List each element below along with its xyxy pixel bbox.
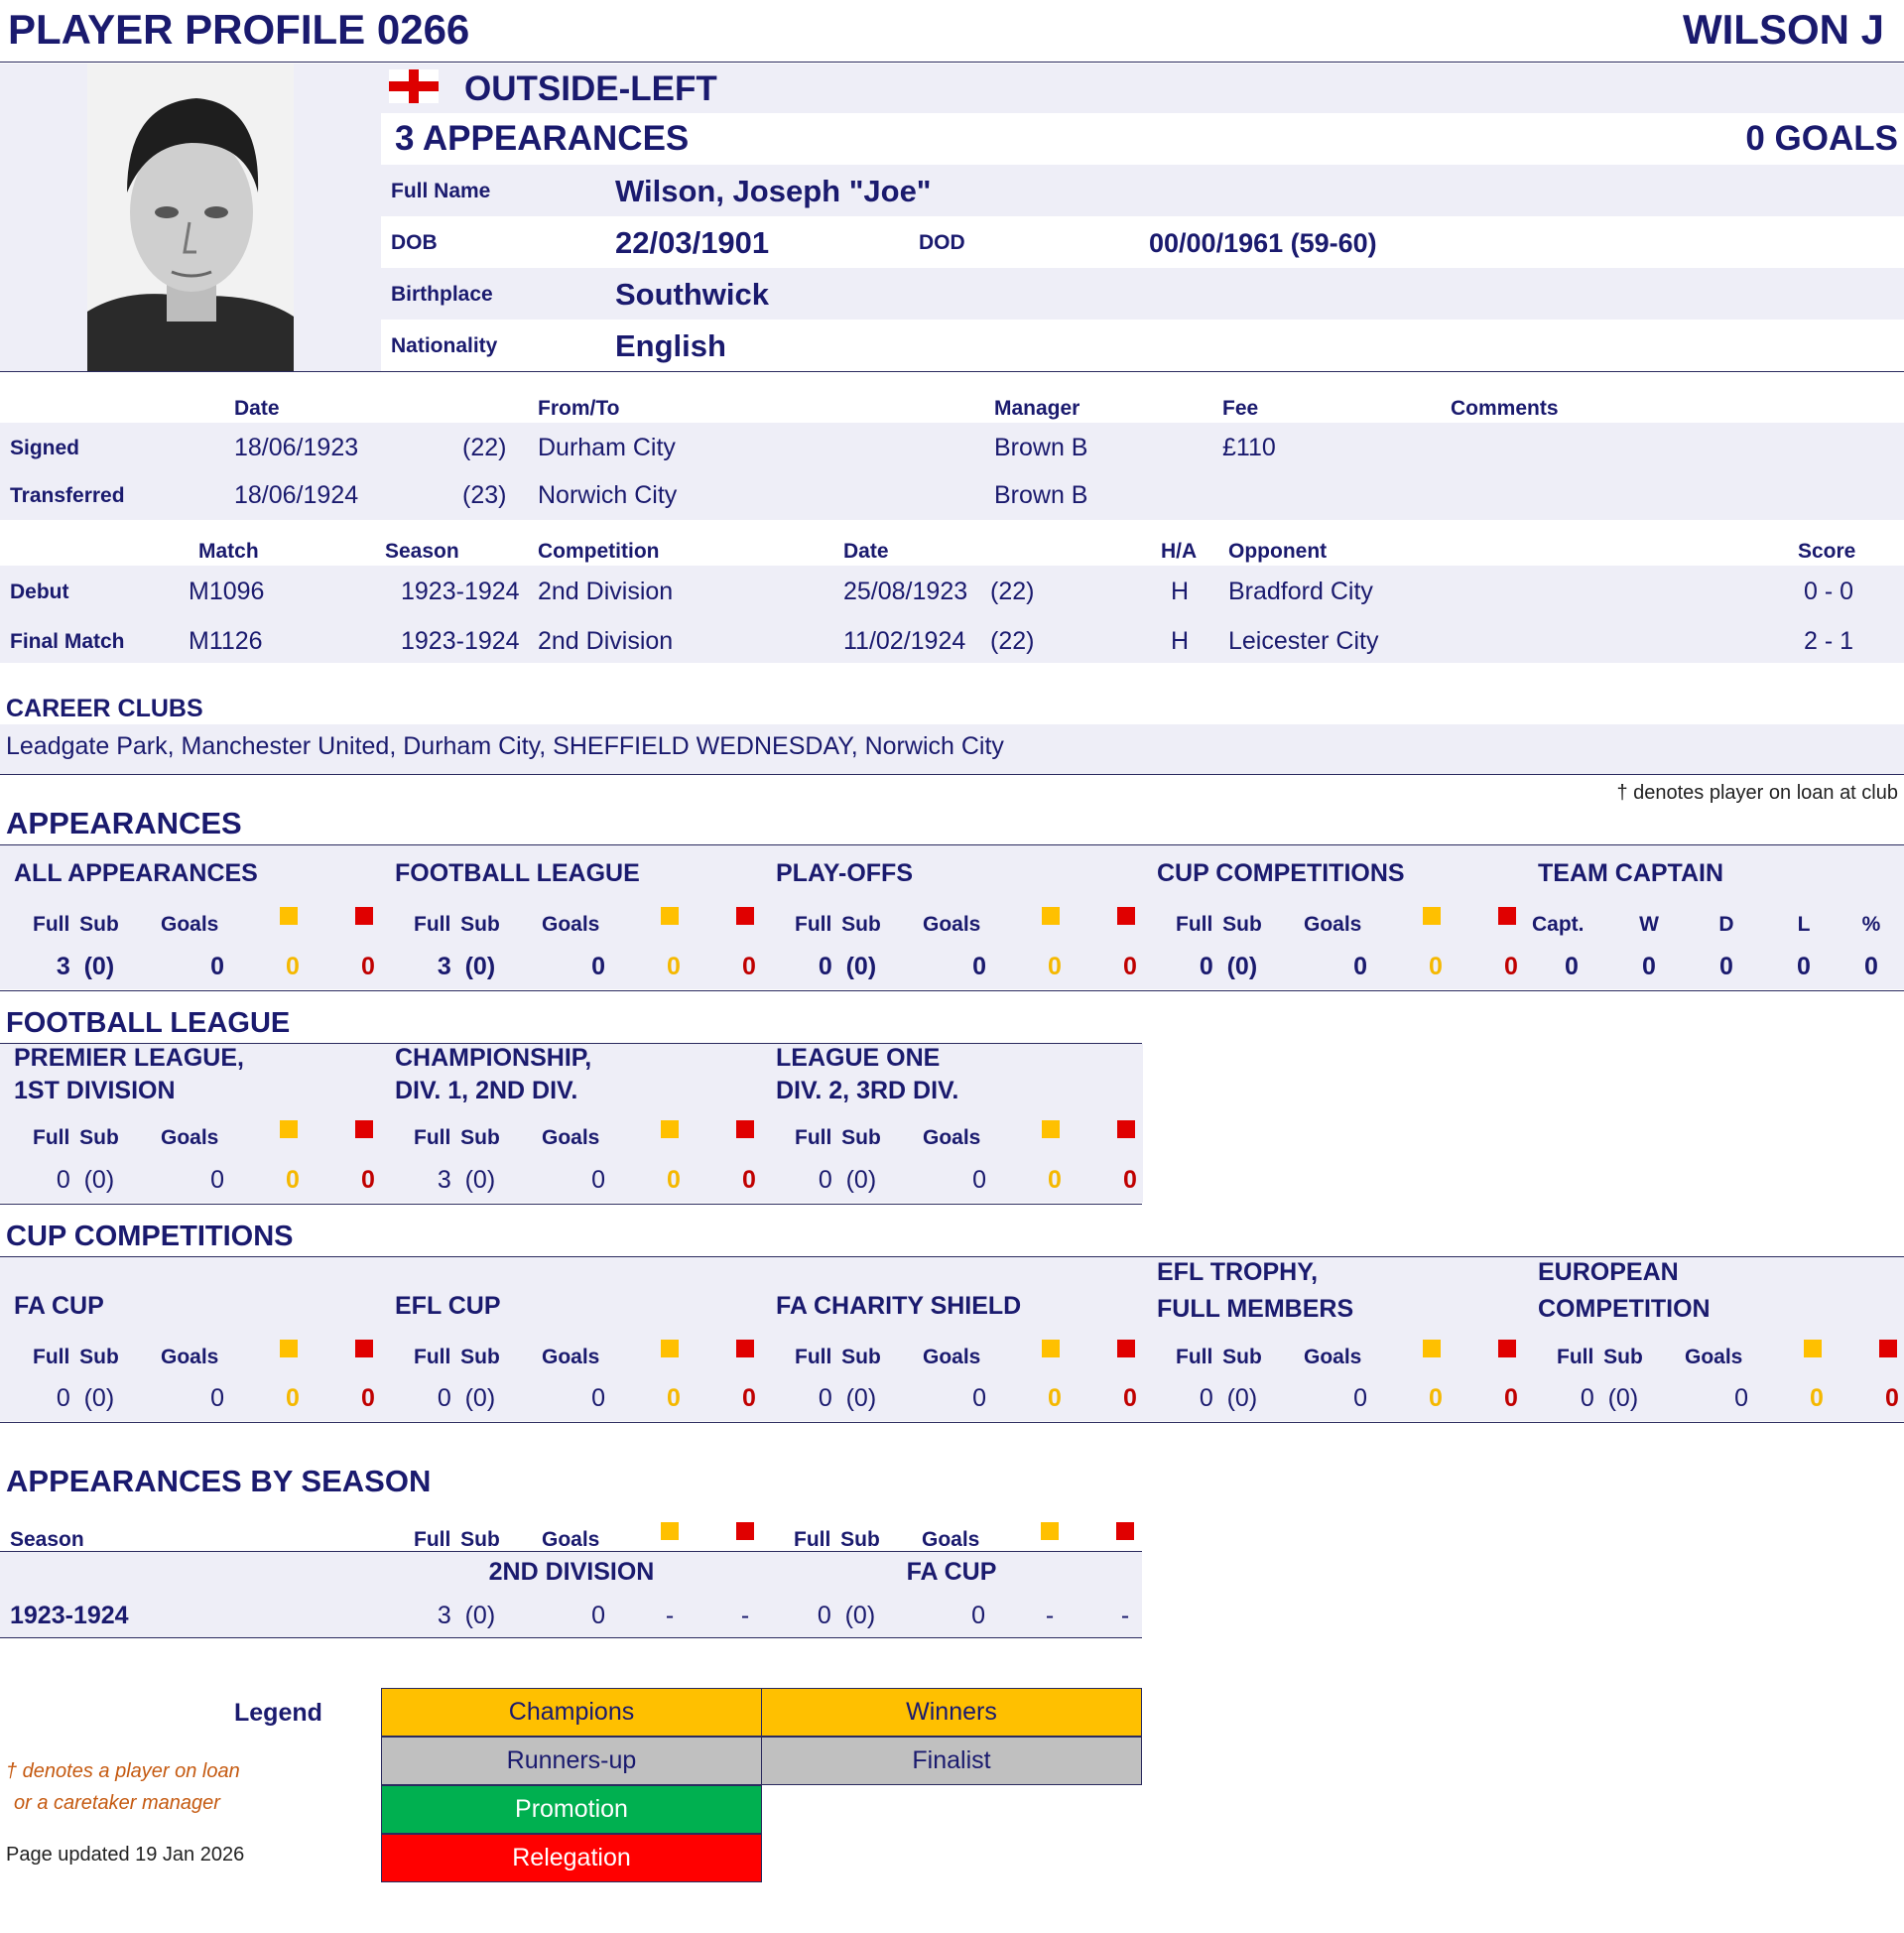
- league-box-2-full-sub-header: Full Sub: [414, 1126, 500, 1149]
- cup-box-5-goals-header: Goals: [1685, 1346, 1743, 1368]
- cup-box-5-yellow-card-icon: [1804, 1340, 1822, 1357]
- season-header: Season: [385, 540, 459, 563]
- appearances-box-2-goals-header: Goals: [542, 913, 600, 936]
- season-column-header: Season: [10, 1528, 84, 1551]
- by-season-title: APPEARANCES BY SEASON: [6, 1464, 432, 1498]
- final-date: 11/02/1924: [843, 627, 966, 655]
- nationality: English: [615, 328, 726, 363]
- league-box-3-apps: 0 (0): [818, 1166, 877, 1194]
- league-box-3-red-cards: 0: [1123, 1166, 1137, 1194]
- appearances-box-1-goals-header: Goals: [161, 913, 219, 936]
- league-box-2-yellow-cards: 0: [667, 1166, 681, 1194]
- signed-manager: Brown B: [994, 434, 1088, 461]
- captain-title: TEAM CAPTAIN: [1538, 859, 1724, 887]
- debut-competition: 2nd Division: [538, 578, 674, 605]
- legend-winners: Winners: [761, 1688, 1142, 1737]
- captain-value-1: 0: [1565, 953, 1579, 980]
- league-box-1-title-2: 1ST DIVISION: [14, 1077, 176, 1104]
- appearances-box-1-red-cards: 0: [361, 953, 375, 980]
- debut-ha: H: [1171, 578, 1190, 605]
- signed-fee: £110: [1222, 434, 1276, 461]
- league-box-3-title-2: DIV. 2, 3RD DIV.: [776, 1077, 959, 1104]
- league-box-1-yellow-cards: 0: [286, 1166, 300, 1194]
- cup-box-1-yellow-card-icon: [280, 1340, 298, 1357]
- transferred-date: 18/06/1924: [234, 481, 359, 509]
- position: OUTSIDE-LEFT: [464, 69, 717, 108]
- cup-box-5-full-sub-header: Full Sub: [1557, 1346, 1643, 1368]
- league-box-1-yellow-card-icon: [280, 1120, 298, 1138]
- signed-age: (22): [462, 434, 507, 461]
- dod-label: DOD: [919, 231, 965, 254]
- appearances-box-2-red-cards: 0: [742, 953, 756, 980]
- debut-match: M1096: [189, 578, 265, 605]
- career-clubs-title: CAREER CLUBS: [6, 695, 203, 722]
- transferred-label: Transferred: [10, 484, 125, 507]
- cup-box-2-full-sub-header: Full Sub: [414, 1346, 500, 1368]
- cup-box-1-goals-header: Goals: [161, 1346, 219, 1368]
- dod: 00/00/1961 (59-60): [1149, 228, 1377, 258]
- league-box-3-goals: 0: [972, 1166, 986, 1194]
- competition-header: Competition: [538, 540, 660, 563]
- appearances-box-2-apps: 3 (0): [437, 953, 496, 980]
- cup-box-1-red-card-icon: [355, 1340, 373, 1357]
- appearances-box-4-red-cards: 0: [1504, 953, 1518, 980]
- cup-box-5-title-1: EUROPEAN: [1538, 1258, 1679, 1286]
- dob-label: DOB: [391, 231, 438, 254]
- career-clubs: Leadgate Park, Manchester United, Durham City, SHEFFIELD WEDNESDAY, Norwich City: [6, 732, 1004, 760]
- cup-box-1-yellow-cards: 0: [286, 1384, 300, 1412]
- cup-box-5-apps: 0 (0): [1580, 1384, 1639, 1412]
- goals-total: 0 GOALS: [1745, 119, 1898, 158]
- match-header: Match: [198, 540, 259, 563]
- appearances-box-1-full-sub-header: Full Sub: [33, 913, 119, 936]
- cup-box-2-goals: 0: [591, 1384, 605, 1412]
- cup-box-1-red-cards: 0: [361, 1384, 375, 1412]
- debut-date: 25/08/1923: [843, 578, 968, 605]
- player-photo: [87, 64, 294, 371]
- final-season: 1923-1924: [401, 627, 520, 655]
- league-box-1-goals: 0: [210, 1166, 224, 1194]
- debut-score: 0 - 0: [1804, 578, 1854, 605]
- appearances-box-4-goals-header: Goals: [1304, 913, 1362, 936]
- league-box-3-yellow-cards: 0: [1048, 1166, 1062, 1194]
- league-box-3-red-card-icon: [1117, 1120, 1135, 1138]
- cup-box-2-goals-header: Goals: [542, 1346, 600, 1368]
- captain-header-5: %: [1861, 913, 1881, 936]
- legend-finalist: Finalist: [761, 1737, 1142, 1785]
- transfer-fee-header: Fee: [1222, 397, 1259, 420]
- appearances-box-1-red-card-icon: [355, 907, 373, 925]
- appearances-box-1-title: ALL APPEARANCES: [14, 859, 258, 887]
- league-box-2-yellow-card-icon: [661, 1120, 679, 1138]
- appearances-box-1-goals: 0: [210, 953, 224, 980]
- season-col1-goals-header: Goals: [542, 1528, 600, 1551]
- final-opponent: Leicester City: [1228, 627, 1379, 655]
- league-box-2-goals: 0: [591, 1166, 605, 1194]
- captain-value-3: 0: [1719, 953, 1733, 980]
- signed-label: Signed: [10, 437, 80, 459]
- cup-box-4-goals-header: Goals: [1304, 1346, 1362, 1368]
- league-box-2-title-1: CHAMPIONSHIP,: [395, 1044, 592, 1072]
- cup-box-4-goals: 0: [1353, 1384, 1367, 1412]
- cup-box-2-red-cards: 0: [742, 1384, 756, 1412]
- cup-box-4-yellow-card-icon: [1423, 1340, 1441, 1357]
- transfer-comments-header: Comments: [1451, 397, 1559, 420]
- season-row-red-1: -: [740, 1602, 750, 1629]
- final-ha: H: [1171, 627, 1190, 655]
- appearances-box-3-red-cards: 0: [1123, 953, 1137, 980]
- season-col1-yellow-card-icon: [661, 1522, 679, 1540]
- appearances-box-3-yellow-card-icon: [1042, 907, 1060, 925]
- legend-title: Legend: [234, 1699, 322, 1727]
- captain-header-1: Capt.: [1532, 913, 1585, 936]
- cup-box-2-yellow-cards: 0: [667, 1384, 681, 1412]
- full-name-label: Full Name: [391, 180, 491, 202]
- cup-box-3-red-cards: 0: [1123, 1384, 1137, 1412]
- league-box-1-red-card-icon: [355, 1120, 373, 1138]
- league-box-3-yellow-card-icon: [1042, 1120, 1060, 1138]
- cup-box-4-full-sub-header: Full Sub: [1176, 1346, 1262, 1368]
- ha-header: H/A: [1161, 540, 1198, 563]
- appearances-box-4-full-sub-header: Full Sub: [1176, 913, 1262, 936]
- loan-note: † denotes player on loan at club: [1616, 782, 1898, 804]
- score-header: Score: [1798, 540, 1856, 563]
- appearances-box-4-red-card-icon: [1498, 907, 1516, 925]
- cup-box-1-title: FA CUP: [14, 1292, 104, 1320]
- appearances-total: 3 APPEARANCES: [395, 119, 690, 158]
- appearances-box-4-apps: 0 (0): [1199, 953, 1258, 980]
- cup-box-4-title-1: EFL TROPHY,: [1157, 1258, 1319, 1286]
- appearances-box-3-red-card-icon: [1117, 907, 1135, 925]
- appearances-box-3-yellow-cards: 0: [1048, 953, 1062, 980]
- league-box-2-apps: 3 (0): [437, 1166, 496, 1194]
- season-row-yellow-1: -: [665, 1602, 675, 1629]
- final-score: 2 - 1: [1804, 627, 1854, 655]
- league-box-3-goals-header: Goals: [923, 1126, 981, 1149]
- appearances-box-3-apps: 0 (0): [818, 953, 877, 980]
- captain-header-3: D: [1718, 913, 1734, 936]
- captain-header-4: L: [1797, 913, 1811, 936]
- legend-note-line2: or a caretaker manager: [14, 1792, 220, 1814]
- transfer-manager-header: Manager: [994, 397, 1080, 420]
- cup-box-5-goals: 0: [1734, 1384, 1748, 1412]
- opponent-header: Opponent: [1228, 540, 1328, 563]
- cup-box-2-red-card-icon: [736, 1340, 754, 1357]
- cup-box-1-apps: 0 (0): [56, 1384, 115, 1412]
- cup-box-3-goals: 0: [972, 1384, 986, 1412]
- cup-box-4-yellow-cards: 0: [1429, 1384, 1443, 1412]
- appearances-box-3-goals: 0: [972, 953, 986, 980]
- signed-club: Durham City: [538, 434, 676, 461]
- season-row-red-2: -: [1120, 1602, 1130, 1629]
- cup-box-5-red-cards: 0: [1885, 1384, 1899, 1412]
- player-short-name: WILSON J: [1682, 6, 1884, 53]
- appearances-box-1-yellow-cards: 0: [286, 953, 300, 980]
- cup-box-4-title-2: FULL MEMBERS: [1157, 1295, 1354, 1323]
- league-box-2-title-2: DIV. 1, 2ND DIV.: [395, 1077, 578, 1104]
- season-col2-goals-header: Goals: [922, 1528, 980, 1551]
- final-match: M1126: [189, 627, 263, 655]
- appearances-box-3-title: PLAY-OFFS: [776, 859, 913, 887]
- cup-box-1-goals: 0: [210, 1384, 224, 1412]
- captain-header-2: W: [1639, 913, 1659, 936]
- cup-box-2-yellow-card-icon: [661, 1340, 679, 1357]
- captain-value-2: 0: [1642, 953, 1656, 980]
- cup-box-3-red-card-icon: [1117, 1340, 1135, 1357]
- cup-box-3-yellow-cards: 0: [1048, 1384, 1062, 1412]
- league-box-1-full-sub-header: Full Sub: [33, 1126, 119, 1149]
- season-col1-red-card-icon: [736, 1522, 754, 1540]
- cup-box-2-title: EFL CUP: [395, 1292, 501, 1320]
- appearances-box-1-apps: 3 (0): [56, 953, 115, 980]
- cup-box-3-goals-header: Goals: [923, 1346, 981, 1368]
- cup-box-3-title: FA CHARITY SHIELD: [776, 1292, 1022, 1320]
- season-row-apps-1: 3 (0): [437, 1602, 496, 1629]
- transferred-club: Norwich City: [538, 481, 678, 509]
- legend-runners-up: Runners-up: [381, 1737, 762, 1785]
- transfer-date-header: Date: [234, 397, 280, 420]
- season-col2-yellow-card-icon: [1041, 1522, 1059, 1540]
- cup-box-4-red-cards: 0: [1504, 1384, 1518, 1412]
- season-row-goals-1: 0: [591, 1602, 605, 1629]
- final-competition: 2nd Division: [538, 627, 674, 655]
- cup-box-5-yellow-cards: 0: [1810, 1384, 1824, 1412]
- season-row-label: 1923-1924: [10, 1602, 129, 1629]
- season-col1-full-sub-header: Full Sub: [414, 1528, 500, 1551]
- transfer-club-header: From/To: [538, 397, 620, 420]
- cup-box-5-red-card-icon: [1879, 1340, 1897, 1357]
- cup-box-4-red-card-icon: [1498, 1340, 1516, 1357]
- legend-champions: Champions: [381, 1688, 762, 1737]
- appearances-box-4-yellow-cards: 0: [1429, 953, 1443, 980]
- league-box-2-red-cards: 0: [742, 1166, 756, 1194]
- season-row-goals-2: 0: [971, 1602, 985, 1629]
- debut-season: 1923-1924: [401, 578, 520, 605]
- appearances-box-2-yellow-cards: 0: [667, 953, 681, 980]
- league-box-1-goals-header: Goals: [161, 1126, 219, 1149]
- signed-date: 18/06/1923: [234, 434, 359, 461]
- season-column-title-1: 2ND DIVISION: [488, 1558, 655, 1586]
- league-box-2-goals-header: Goals: [542, 1126, 600, 1149]
- league-box-1-red-cards: 0: [361, 1166, 375, 1194]
- appearances-box-2-goals: 0: [591, 953, 605, 980]
- cup-box-1-full-sub-header: Full Sub: [33, 1346, 119, 1368]
- dob: 22/03/1901: [615, 225, 770, 260]
- appearances-title: APPEARANCES: [6, 806, 242, 840]
- final-age: (22): [990, 627, 1035, 655]
- appearances-box-4-goals: 0: [1353, 953, 1367, 980]
- england-flag-icon: [389, 69, 439, 103]
- season-row-apps-2: 0 (0): [817, 1602, 876, 1629]
- appearances-box-2-red-card-icon: [736, 907, 754, 925]
- birthplace: Southwick: [615, 277, 770, 312]
- debut-opponent: Bradford City: [1228, 578, 1373, 605]
- match-date-header: Date: [843, 540, 889, 563]
- captain-value-4: 0: [1797, 953, 1811, 980]
- cup-box-2-apps: 0 (0): [437, 1384, 496, 1412]
- cup-box-3-apps: 0 (0): [818, 1384, 877, 1412]
- season-col2-red-card-icon: [1116, 1522, 1134, 1540]
- legend-relegation: Relegation: [381, 1834, 762, 1882]
- transferred-age: (23): [462, 481, 507, 509]
- birthplace-label: Birthplace: [391, 283, 493, 306]
- legend-promotion: Promotion: [381, 1785, 762, 1834]
- transferred-manager: Brown B: [994, 481, 1088, 509]
- full-name: Wilson, Joseph "Joe": [615, 174, 932, 208]
- cup-box-4-apps: 0 (0): [1199, 1384, 1258, 1412]
- appearances-box-4-title: CUP COMPETITIONS: [1157, 859, 1405, 887]
- appearances-box-2-yellow-card-icon: [661, 907, 679, 925]
- appearances-box-2-full-sub-header: Full Sub: [414, 913, 500, 936]
- captain-value-5: 0: [1864, 953, 1878, 980]
- cup-box-5-title-2: COMPETITION: [1538, 1295, 1711, 1323]
- league-box-3-full-sub-header: Full Sub: [795, 1126, 881, 1149]
- appearances-box-4-yellow-card-icon: [1423, 907, 1441, 925]
- appearances-box-1-yellow-card-icon: [280, 907, 298, 925]
- appearances-box-2-title: FOOTBALL LEAGUE: [395, 859, 640, 887]
- cup-box-3-full-sub-header: Full Sub: [795, 1346, 881, 1368]
- season-row-yellow-2: -: [1045, 1602, 1055, 1629]
- page-title: PLAYER PROFILE 0266: [8, 6, 470, 53]
- league-title: FOOTBALL LEAGUE: [6, 1007, 291, 1039]
- season-bottom-divider: [0, 1637, 1142, 1638]
- league-box-2-red-card-icon: [736, 1120, 754, 1138]
- cup-box-3-yellow-card-icon: [1042, 1340, 1060, 1357]
- league-box-3-title-1: LEAGUE ONE: [776, 1044, 941, 1072]
- league-box-1-title-1: PREMIER LEAGUE,: [14, 1044, 244, 1072]
- page-updated: Page updated 19 Jan 2026: [6, 1844, 245, 1866]
- appearances-box-3-goals-header: Goals: [923, 913, 981, 936]
- debut-age: (22): [990, 578, 1035, 605]
- league-box-1-apps: 0 (0): [56, 1166, 115, 1194]
- cups-title: CUP COMPETITIONS: [6, 1221, 294, 1252]
- final-match-label: Final Match: [10, 630, 125, 653]
- season-col2-full-sub-header: Full Sub: [794, 1528, 880, 1551]
- nationality-label: Nationality: [391, 334, 498, 357]
- legend-note-line1: † denotes a player on loan: [6, 1760, 240, 1782]
- season-column-title-2: FA CUP: [906, 1558, 997, 1586]
- appearances-box-3-full-sub-header: Full Sub: [795, 913, 881, 936]
- debut-label: Debut: [10, 580, 69, 603]
